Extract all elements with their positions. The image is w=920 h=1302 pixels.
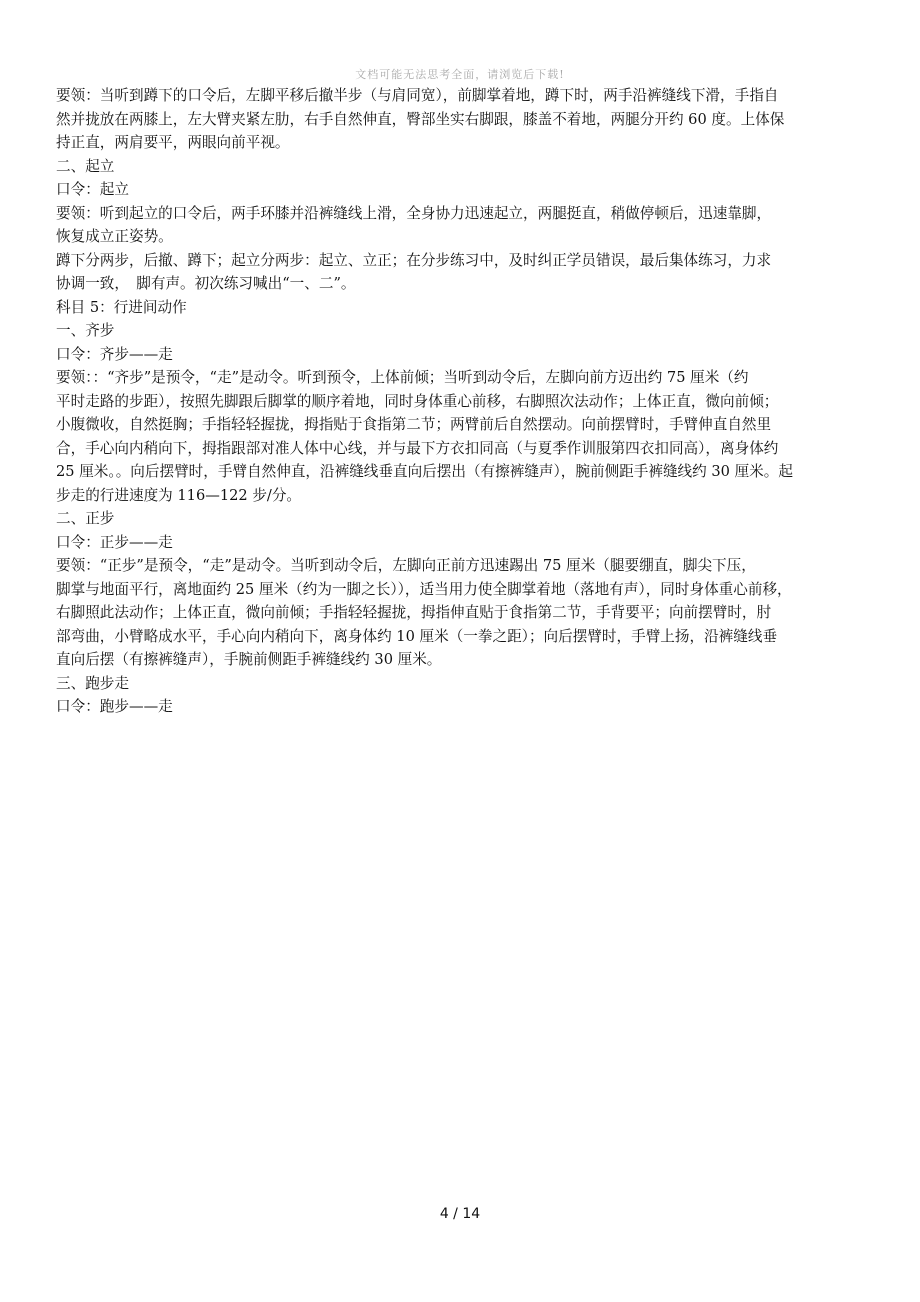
section-heading: 二、起立	[56, 157, 115, 175]
text-line: 要领：当听到蹲下的口令后，左脚平移后撤半步（与肩同宽），前脚掌着地，蹲下时，两手沿裤缝线下滑，手指自	[56, 87, 779, 104]
page-number: 4 / 14	[439, 1206, 481, 1222]
download-watermark: 文档可能无法思考全面，请浏览后下载!	[355, 68, 565, 81]
text-line: 右脚照此法动作；上体正直，微向前倾；手指轻轻握拢，拇指伸直贴于食指第二节，手背要平；向前摆臂时，肘	[56, 604, 772, 621]
text-line: 要领：“正步”是预令，“走”是动令。当听到动令后，左脚向正前方迅速踢出 75 厘米（腿要绷直，脚尖下压，	[56, 557, 756, 574]
text-line: 要领：：“齐步”是预令，“走”是动令。听到预令，上体前倾；当听到动令后，左脚向前方迈出约 75 厘米（约	[56, 369, 749, 386]
text-line: 蹲下分两步，后撤、蹲下；起立分两步：起立、立正；在分步练习中，及时纠正学员错误，最后集体练习，力求	[56, 251, 772, 269]
text-line: 然并拢放在两膝上，左大臂夹紧左肋，右手自然伸直，臀部坐实右脚跟，膝盖不着地，两腿分开约 60 度。上体保	[56, 110, 785, 128]
text-line: 协调一致， 脚有声。初次练习喊出“一、二”。	[56, 275, 356, 292]
text-line: 平时走路的步距），按照先脚跟后脚掌的顺序着地，同时身体重心前移，右脚照次法动作；上体正直，微向前倾；	[56, 392, 779, 410]
text-line: 脚掌与地面平行，离地面约 25 厘米（约为一脚之长）），适当用力使全脚掌着地（落地有声），同时身体重心前移，	[56, 580, 792, 598]
text-line: 小腹微收，自然挺胸；手指轻轻握拢，拇指贴于食指第二节；两臂前后自然摆动。向前摆臂时，手臂伸直自然里	[56, 416, 772, 433]
text-line: 持正直，两肩要平，两眼向前平视。	[56, 134, 290, 151]
text-line: 步走的行进速度为 116—122 步/分。	[56, 486, 302, 504]
text-line: 25 厘米。。向后摆臂时，手臂自然伸直，沿裤缝线垂直向后摆出（有擦裤缝声），腕前侧距手裤缝线约 30 厘米。起	[56, 463, 793, 480]
text-line: 部弯曲，小臂略成水平，手心向内稍向下，离身体约 10 厘米（一拳之距）；向后摆臂时，手臂上扬，沿裤缝线垂	[56, 627, 778, 645]
command-line: 口令：跑步——走	[56, 698, 173, 715]
section-heading: 二、正步	[56, 510, 115, 527]
section-heading: 三、跑步走	[56, 674, 129, 692]
document-body	[56, 84, 868, 719]
text-line: 要领：听到起立的口令后，两手环膝并沿裤缝线上滑，全身协力迅速起立，两腿挺直，稍做停顿后，迅速靠脚，	[56, 204, 772, 222]
command-line: 口令：齐步——走	[56, 345, 173, 363]
text-line: 合，手心向内稍向下，拇指跟部对准人体中心线，并与最下方衣扣同高（与夏季作训服第四衣扣同高），离身体约	[56, 439, 779, 457]
command-line: 口令：正步——走	[56, 533, 173, 551]
text-line: 恢复成立正姿势。	[56, 228, 173, 245]
command-line: 口令：起立	[56, 181, 129, 198]
text-line: 直向后摆（有擦裤缝声），手腕前侧距手裤缝线约 30 厘米。	[56, 651, 442, 668]
subject-heading: 科目 5：行进间动作	[56, 298, 187, 316]
section-heading: 一、齐步	[56, 322, 115, 339]
